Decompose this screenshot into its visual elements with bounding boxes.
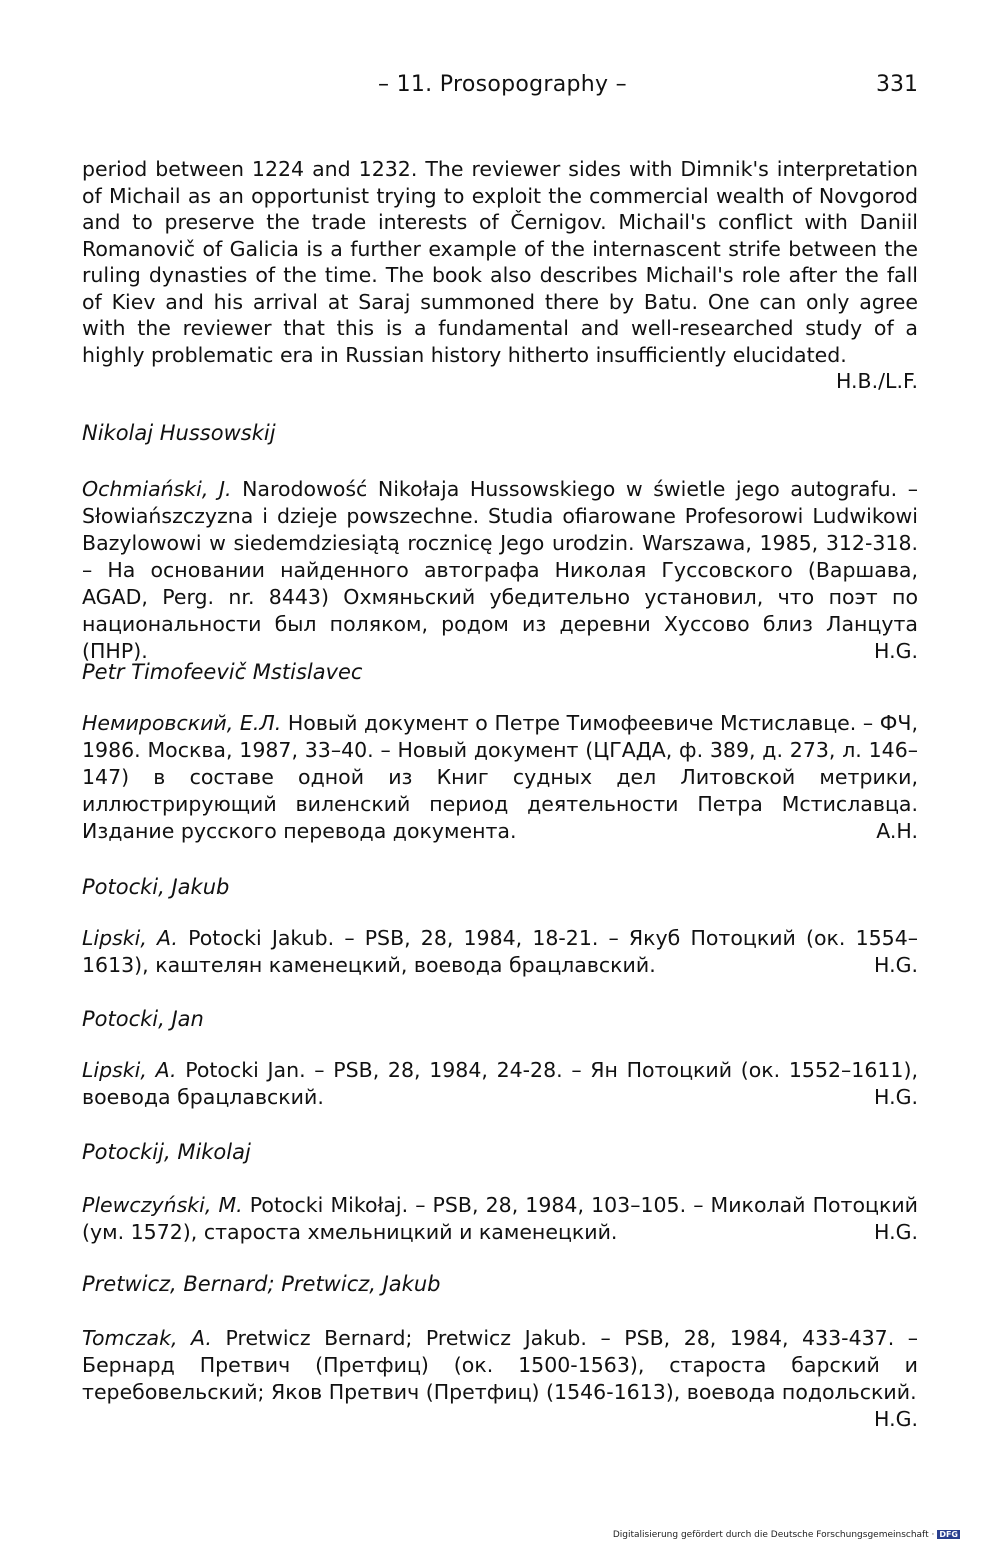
section-heading: Potockij, Mikolaj: [82, 1140, 251, 1164]
entry-text: Potocki Mikołaj. – PSB, 28, 1984, 103–105. – Миколай Потоцкий (ум. 1572), староста хмельницкий и каменецкий.: [82, 1193, 918, 1244]
entry-initials: H.G.: [874, 1220, 918, 1244]
entry-initials: H.G.: [874, 1407, 918, 1431]
entry-initials: H.G.: [874, 953, 918, 977]
entry-text: Pretwicz Bernard; Pretwicz Jakub. – PSB, 28, 1984, 433-437. – Бернард Претвич (Претфиц) (ок. 1500-1563), староста барский и теребовельский; Яков Претвич (Претфиц) (1546-1613), воевода подольский.: [82, 1326, 918, 1404]
entry-author: Plewczyński, M.: [82, 1193, 243, 1217]
bibliography-entry: [82, 1192, 918, 1246]
entry-text: Potocki Jan. – PSB, 28, 1984, 24-28. – Ян Потоцкий (ок. 1552–1611), воевода брацлавский.: [82, 1058, 918, 1109]
bibliography-entry: [82, 925, 918, 979]
entry-text: Potocki Jakub. – PSB, 28, 1984, 18-21. – Якуб Потоцкий (ок. 1554–1613), каштелян каменецкий, воевода брацлавский.: [82, 926, 918, 977]
intro-initials: H.B./L.F.: [835, 369, 918, 393]
page-header: [0, 72, 1000, 106]
entry-author: Lipski, A.: [82, 1058, 177, 1082]
section-heading: Nikolaj Hussowskij: [82, 421, 276, 445]
section-heading: Potocki, Jakub: [82, 875, 230, 899]
bibliography-entry: [82, 1057, 918, 1111]
digitization-footer: [613, 1530, 960, 1540]
bibliography-entry: [82, 710, 918, 845]
entry-author: Lipski, A.: [82, 926, 178, 950]
running-title: – 11. Prosopography –: [378, 72, 627, 97]
entry-initials: H.G.: [874, 639, 918, 663]
entry-author: Tomczak, A.: [82, 1326, 212, 1350]
section-heading: Potocki, Jan: [82, 1007, 204, 1031]
entry-initials: H.G.: [874, 1085, 918, 1109]
entry-author: Ochmiański, J.: [82, 477, 232, 501]
entry-text: Narodowość Nikołaja Hussowskiego w świetle jego autografu. – Słowiańszczyzna i dzieje powszechne. Studia ofiarowane Profesorowi Ludwikowi Bazylowowi w siedemdziesiątą rocznicę Jego urodzin. Warszawa, 1985, 312-318. – На основании найденного автографа Николая Гуссовского (Варшава, AGAD, Perg. nr. 8443) Охмяньский убедительно установил, что поэт по национальности был поляком, родом из деревни Хуссово близ Ланцута (ПНР).: [82, 477, 918, 663]
footer-text: Digitalisierung gefördert durch die Deutsche Forschungsgemeinschaft ·: [612, 1530, 935, 1540]
bibliography-entry: [82, 476, 918, 665]
section-heading: Pretwicz, Bernard; Pretwicz, Jakub: [82, 1272, 441, 1296]
dfg-logo: DFG: [939, 1530, 958, 1539]
intro-paragraph: period between 1224 and 1232. The reviewer sides with Dimnik's interpretation of Michail as an opportunist trying to exploit the commercial wealth of Novgorod and to preserve the trade interests of Černigov. Michail's conflict with Daniil Romanovič of Galicia is a further example of the internascent strife between the ruling dynasties of the time. The book also describes Michail's role after the fall of Kiev and his arrival at Saraj summoned there by Batu. One can only agree with the reviewer that this is a fundamental and well-researched study of a highly problematic era in Russian history hitherto insufficiently elucidated.: [82, 157, 918, 367]
entry-initials: A.H.: [876, 819, 918, 843]
page-number: 331: [876, 72, 918, 97]
entry-text: Новый документ о Петре Тимофеевиче Мстиславце. – ФЧ, 1986. Москва, 1987, 33–40. – Новый документ (ЦГАДА, ф. 389, д. 273, л. 146–147) в составе одной из Книг судных дел Литовской метрики, иллюстрирующий виленский период деятельности Петра Мстиславца. Издание русского перевода документа.: [82, 711, 918, 843]
bibliography-entry: [82, 1325, 918, 1433]
section-heading: Petr Timofeevič Mstislavec: [82, 660, 363, 684]
entry-author: Немировский, Е.Л.: [82, 711, 282, 735]
